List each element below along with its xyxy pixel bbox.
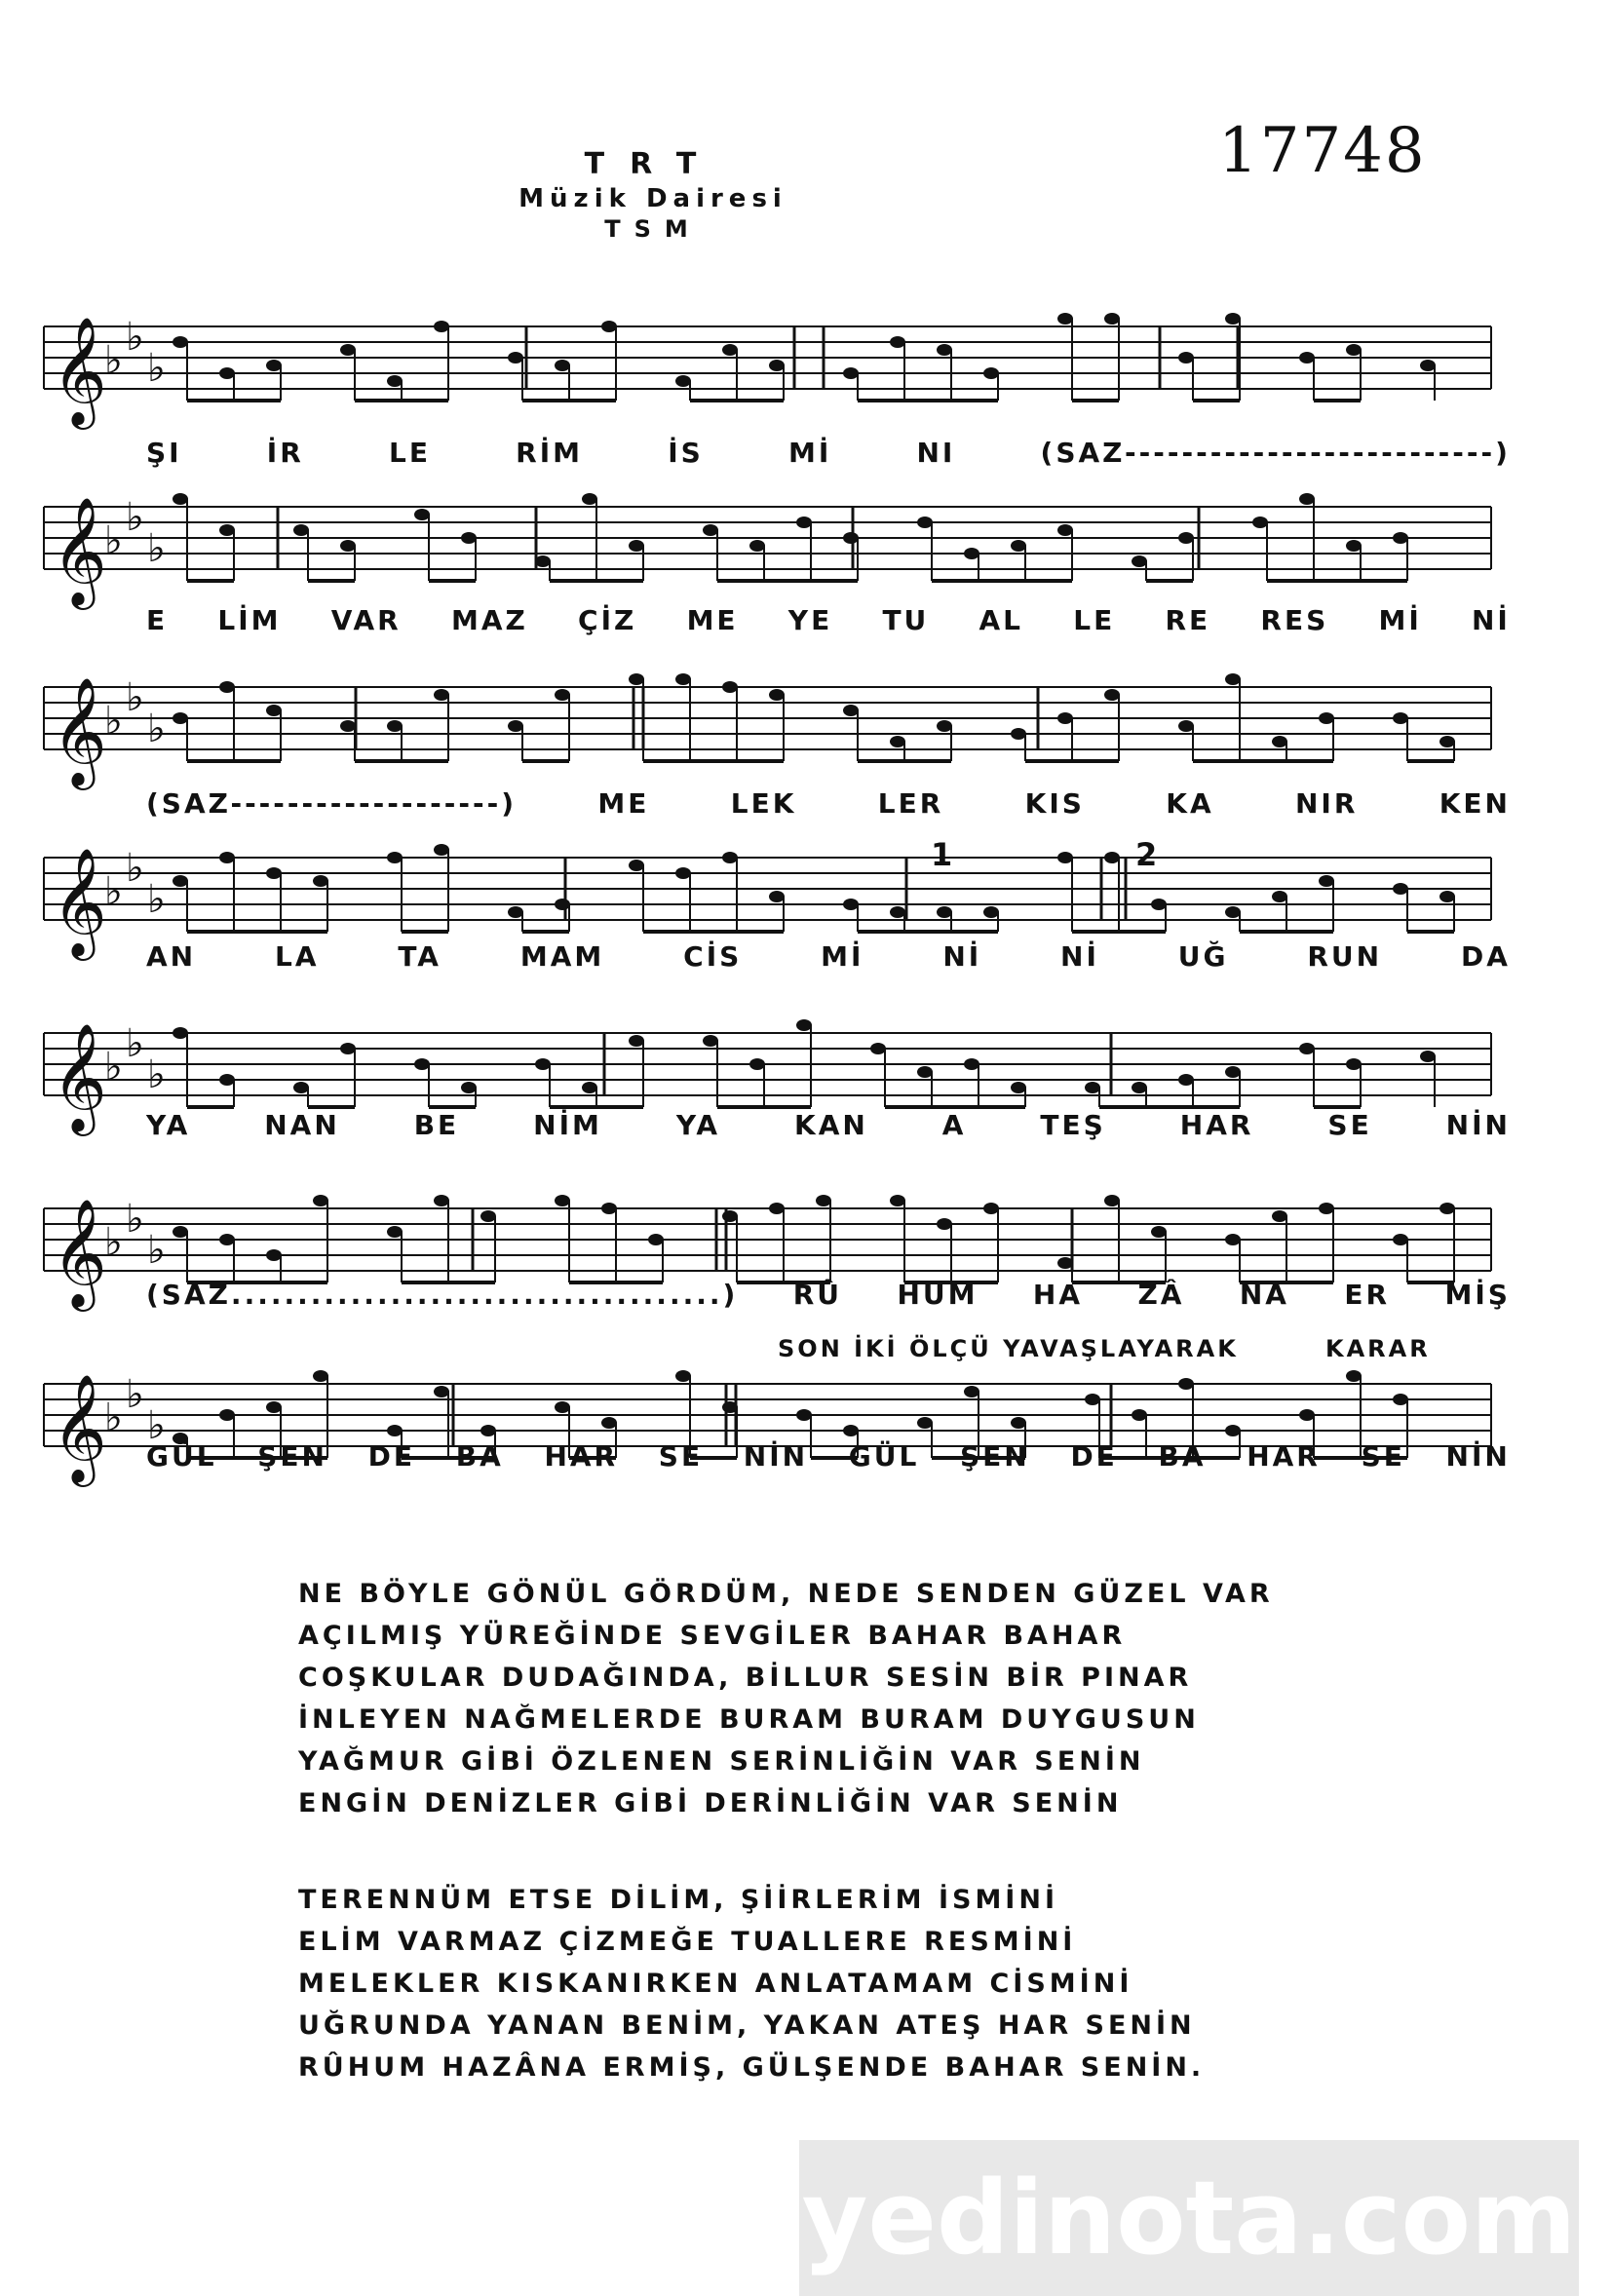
note-head — [890, 906, 905, 918]
note-head — [480, 1425, 496, 1436]
note-head — [1393, 1394, 1408, 1405]
note-head — [582, 493, 597, 505]
note-head — [722, 852, 738, 863]
lyric-syllable: ME — [686, 604, 739, 636]
note-head — [173, 1027, 188, 1039]
note-head — [266, 1401, 282, 1413]
note-head — [843, 1425, 859, 1436]
lyric-syllable: TU — [882, 604, 930, 636]
flat-icon: ♭ — [147, 1052, 166, 1097]
note-head — [722, 681, 738, 693]
note-head — [1104, 1195, 1120, 1206]
lyric-syllable: NİM — [533, 1109, 602, 1141]
lyric-syllable: NİN — [1445, 1440, 1511, 1473]
lyric-syllable: DA — [1460, 940, 1511, 973]
lyric-syllable: RES — [1260, 604, 1329, 636]
note-head — [555, 360, 570, 371]
tempo-direction: SON İKİ ÖLÇÜ YAVAŞLAYARAK — [778, 1335, 1239, 1362]
note-head — [937, 344, 952, 356]
lyric-syllable: AN — [146, 940, 197, 973]
note-head — [983, 1203, 999, 1214]
note-head — [964, 1386, 979, 1397]
flat-icon: ♭ — [147, 346, 166, 391]
note-head — [1299, 493, 1315, 505]
note-head — [722, 1401, 738, 1413]
note-head — [1420, 1051, 1436, 1062]
lyric-syllable: ŞI — [146, 437, 182, 469]
note-head — [1057, 852, 1073, 863]
lyric-syllable: A — [941, 1109, 967, 1141]
note-head — [769, 1203, 785, 1214]
lyrics-row — [146, 1440, 1511, 1473]
note-head — [1272, 736, 1287, 747]
flat-icon: ♭ — [104, 1045, 123, 1090]
lyric-syllable: NIR — [1294, 787, 1359, 820]
note-head — [1132, 1082, 1147, 1093]
header-line-2: Müzik Dairesi — [518, 183, 787, 213]
lyric-syllable: AL — [979, 604, 1024, 636]
lyric-syllable: Mİ — [788, 437, 832, 469]
verse-1 — [298, 1573, 1274, 1824]
note-head — [1393, 1234, 1408, 1245]
note-head — [1225, 673, 1241, 685]
note-head — [964, 1058, 979, 1070]
note-head — [434, 321, 449, 332]
header-line-1: TRT — [584, 147, 722, 181]
watermark: yedinota.com — [799, 2140, 1579, 2296]
lyric-syllable: İR — [266, 437, 304, 469]
note-head — [629, 540, 644, 552]
note-head — [219, 367, 235, 379]
note-head — [1225, 906, 1241, 918]
note-head — [1057, 712, 1073, 724]
note-head — [1057, 313, 1073, 325]
lyric-syllable: ÇİZ — [578, 604, 637, 636]
note-head — [937, 720, 952, 732]
flat-icon: ♭ — [147, 526, 166, 571]
lyrics-row — [146, 1109, 1511, 1141]
lyric-syllable: KEN — [1439, 787, 1511, 820]
note-head — [1439, 736, 1455, 747]
lyrics-row — [146, 1279, 1511, 1311]
verse-line: TERENNÜM ETSE DİLİM, ŞİİRLERİM İSMİNİ — [298, 1885, 1058, 1915]
lyric-syllable: LE — [388, 437, 431, 469]
verse-line: ENGİN DENİZLER GİBİ DERİNLİĞİN VAR SENİN — [298, 1788, 1123, 1818]
note-head — [1393, 883, 1408, 895]
lyric-syllable: Nİ — [1472, 604, 1511, 636]
verse-line: RÛHUM HAZÂNA ERMİŞ, GÜLŞENDE BAHAR SENİN. — [298, 2052, 1206, 2083]
note-head — [1225, 1234, 1241, 1245]
note-head — [219, 1074, 235, 1086]
note-head — [1225, 313, 1241, 325]
note-head — [313, 1195, 328, 1206]
note-head — [937, 1218, 952, 1230]
note-head — [340, 540, 356, 552]
lyric-syllable: YE — [787, 604, 833, 636]
note-head — [555, 689, 570, 701]
note-head — [173, 875, 188, 887]
note-head — [1439, 1203, 1455, 1214]
note-head — [703, 524, 718, 536]
note-head — [219, 681, 235, 693]
note-head — [983, 906, 999, 918]
note-head — [675, 375, 691, 387]
staff-system — [44, 507, 1491, 569]
lyric-syllable: RE — [1165, 604, 1211, 636]
lyric-syllable: LA — [274, 940, 320, 973]
flat-icon: ♭ — [147, 1403, 166, 1448]
lyric-syllable: ŞEN — [960, 1440, 1030, 1473]
note-head — [1104, 313, 1120, 325]
lyric-syllable: NİN — [1445, 1109, 1511, 1141]
lyric-syllable: LİM — [217, 604, 282, 636]
lyric-syllable: (SAZ.....................................) — [146, 1279, 739, 1311]
note-head — [843, 532, 859, 544]
note-head — [1132, 1409, 1147, 1421]
lyric-syllable: (SAZ--------------------------) — [1040, 437, 1511, 469]
ending-direction: KARAR — [1325, 1335, 1431, 1362]
note-head — [461, 1082, 477, 1093]
note-head — [1346, 1370, 1362, 1382]
lyric-syllable: Nİ — [1060, 940, 1099, 973]
lyric-syllable: MAZ — [450, 604, 528, 636]
note-head — [629, 1035, 644, 1047]
note-head — [387, 852, 403, 863]
note-head — [601, 1417, 617, 1429]
lyrics-row — [146, 604, 1511, 636]
note-head — [675, 867, 691, 879]
note-head — [555, 899, 570, 910]
verse-line: ELİM VARMAZ ÇİZMEĞE TUALLERE RESMİNİ — [298, 1927, 1077, 1957]
lyric-syllable: MAM — [519, 940, 605, 973]
note-head — [1011, 1417, 1026, 1429]
note-head — [508, 352, 523, 364]
lyric-syllable: HA — [1032, 1279, 1084, 1311]
flat-icon: ♭ — [126, 1197, 144, 1242]
lyric-syllable: YA — [146, 1109, 191, 1141]
note-head — [266, 1249, 282, 1261]
note-head — [749, 1058, 765, 1070]
note-head — [434, 844, 449, 856]
note-head — [387, 1425, 403, 1436]
staff-system — [44, 1033, 1491, 1095]
note-head — [1178, 1378, 1194, 1390]
note-head — [387, 375, 403, 387]
flat-icon: ♭ — [104, 869, 123, 914]
treble-clef-icon: 𝄞 — [52, 496, 107, 605]
note-head — [173, 493, 188, 505]
note-head — [1393, 712, 1408, 724]
treble-clef-icon: 𝄞 — [52, 1373, 107, 1482]
lyric-syllable: Mİ — [821, 940, 864, 973]
lyric-syllable: CİS — [683, 940, 743, 973]
note-head — [1104, 689, 1120, 701]
verse-line: YAĞMUR GİBİ ÖZLENEN SERİNLİĞİN VAR SENİN — [298, 1746, 1145, 1777]
note-head — [387, 720, 403, 732]
lyric-syllable: YA — [675, 1109, 721, 1141]
lyric-syllable: VAR — [330, 604, 402, 636]
note-head — [749, 540, 765, 552]
lyric-syllable: KIS — [1024, 787, 1085, 820]
lyric-syllable: SE — [658, 1440, 704, 1473]
note-head — [890, 736, 905, 747]
treble-clef-icon: 𝄞 — [52, 316, 107, 425]
verse-line: İNLEYEN NAĞMELERDE BURAM BURAM DUYGUSUN — [298, 1704, 1200, 1735]
lyric-syllable: RÛ — [792, 1279, 843, 1311]
note-head — [1319, 1203, 1334, 1214]
note-head — [917, 517, 933, 528]
note-head — [1346, 540, 1362, 552]
lyric-syllable: DE — [367, 1440, 416, 1473]
note-head — [1439, 891, 1455, 902]
note-head — [434, 1386, 449, 1397]
note-head — [414, 509, 430, 520]
note-head — [1178, 352, 1194, 364]
lyric-syllable: GÜL — [146, 1440, 217, 1473]
note-head — [1272, 1210, 1287, 1222]
flat-icon: ♭ — [147, 707, 166, 751]
note-head — [582, 1082, 597, 1093]
note-head — [1178, 720, 1194, 732]
note-head — [266, 705, 282, 716]
note-head — [703, 1035, 718, 1047]
note-head — [414, 1058, 430, 1070]
note-head — [535, 555, 551, 567]
note-head — [796, 517, 812, 528]
note-head — [769, 360, 785, 371]
flat-icon: ♭ — [126, 675, 144, 720]
lyric-syllable: MİŞ — [1444, 1279, 1511, 1311]
flat-icon: ♭ — [126, 846, 144, 891]
flat-icon: ♭ — [104, 338, 123, 383]
lyric-syllable: ME — [597, 787, 650, 820]
note-head — [1272, 891, 1287, 902]
note-head — [173, 1226, 188, 1238]
note-head — [769, 891, 785, 902]
lyric-syllable: SE — [1361, 1440, 1405, 1473]
treble-clef-icon: 𝄞 — [52, 847, 107, 956]
treble-clef-icon: 𝄞 — [52, 1022, 107, 1131]
lyric-syllable: SE — [1327, 1109, 1372, 1141]
treble-clef-icon: 𝄞 — [52, 676, 107, 785]
note-head — [601, 321, 617, 332]
lyric-syllable: İS — [668, 437, 704, 469]
lyric-syllable: GÜL — [848, 1440, 920, 1473]
note-head — [1178, 1074, 1194, 1086]
flat-icon: ♭ — [126, 495, 144, 540]
flat-icon: ♭ — [104, 518, 123, 563]
note-head — [769, 689, 785, 701]
note-head — [1085, 1082, 1100, 1093]
verse-line: AÇILMIŞ YÜREĞİNDE SEVGİLER BAHAR BAHAR — [298, 1621, 1127, 1651]
note-head — [1299, 352, 1315, 364]
note-head — [1011, 1082, 1026, 1093]
flat-icon: ♭ — [126, 1372, 144, 1417]
note-head — [1252, 517, 1268, 528]
lyrics-row — [146, 787, 1511, 820]
note-head — [629, 860, 644, 871]
note-head — [340, 1043, 356, 1054]
flat-icon: ♭ — [126, 315, 144, 360]
flat-icon: ♭ — [126, 1021, 144, 1066]
lyric-syllable: BA — [455, 1440, 504, 1473]
note-head — [1346, 344, 1362, 356]
note-head — [1151, 899, 1167, 910]
lyric-syllable: LE — [1073, 604, 1116, 636]
note-head — [1299, 1043, 1315, 1054]
note-head — [1057, 1257, 1073, 1269]
volta-ending-label: 1 — [931, 836, 956, 873]
note-head — [1104, 852, 1120, 863]
lyric-syllable: HUM — [897, 1279, 979, 1311]
note-head — [1346, 1058, 1362, 1070]
flat-icon: ♭ — [104, 1220, 123, 1265]
note-head — [1178, 532, 1194, 544]
lyric-syllable: DE — [1070, 1440, 1118, 1473]
note-head — [461, 532, 477, 544]
note-head — [1299, 1409, 1315, 1421]
lyric-syllable: NİN — [743, 1440, 809, 1473]
note-head — [313, 1370, 328, 1382]
note-head — [843, 705, 859, 716]
lyric-syllable: NAN — [264, 1109, 340, 1141]
note-head — [796, 1409, 812, 1421]
note-head — [648, 1234, 664, 1245]
note-head — [629, 673, 644, 685]
lyric-syllable: ŞEN — [257, 1440, 327, 1473]
lyrics-row — [146, 940, 1511, 973]
lyrics-row — [146, 437, 1511, 469]
note-head — [1085, 1394, 1100, 1405]
note-head — [1393, 532, 1408, 544]
lyric-syllable: (SAZ-------------------) — [146, 787, 518, 820]
note-head — [675, 673, 691, 685]
note-head — [843, 367, 859, 379]
flat-icon: ♭ — [104, 1396, 123, 1440]
note-head — [890, 1195, 905, 1206]
document-number: 17748 — [1218, 115, 1427, 187]
staff-system — [44, 858, 1491, 920]
note-head — [266, 867, 282, 879]
header-line-3: TSM — [604, 215, 702, 243]
treble-clef-icon: 𝄞 — [52, 1198, 107, 1307]
note-head — [964, 548, 979, 559]
note-head — [434, 689, 449, 701]
note-head — [1011, 728, 1026, 740]
lyric-syllable: HAR — [1179, 1109, 1254, 1141]
flat-icon: ♭ — [104, 699, 123, 744]
lyric-syllable: BA — [1158, 1440, 1207, 1473]
note-head — [983, 367, 999, 379]
note-head — [937, 906, 952, 918]
note-head — [601, 1203, 617, 1214]
lyric-syllable: ZÂ — [1137, 1279, 1185, 1311]
lyric-syllable: UĞ — [1177, 940, 1229, 973]
flat-icon: ♭ — [147, 1228, 166, 1273]
note-head — [434, 1195, 449, 1206]
note-head — [313, 875, 328, 887]
lyric-syllable: TA — [398, 940, 441, 973]
note-head — [870, 1043, 886, 1054]
staff-system — [44, 1384, 1491, 1446]
lyric-syllable: LEK — [730, 787, 797, 820]
note-head — [340, 720, 356, 732]
verse-line: UĞRUNDA YANAN BENİM, YAKAN ATEŞ HAR SENİN — [298, 2010, 1196, 2041]
note-head — [555, 1401, 570, 1413]
note-head — [219, 1409, 235, 1421]
lyric-syllable: ER — [1344, 1279, 1391, 1311]
verse-line: MELEKLER KISKANIRKEN ANLATAMAM CİSMİNİ — [298, 1969, 1133, 1999]
lyric-syllable: KAN — [794, 1109, 868, 1141]
note-head — [1057, 524, 1073, 536]
lyric-syllable: RİM — [516, 437, 583, 469]
note-head — [722, 344, 738, 356]
note-head — [480, 1210, 496, 1222]
note-head — [266, 360, 282, 371]
note-head — [1132, 555, 1147, 567]
note-head — [1420, 360, 1436, 371]
lyric-syllable: HAR — [1247, 1440, 1321, 1473]
note-head — [917, 1066, 933, 1078]
note-head — [843, 899, 859, 910]
verse-2 — [298, 1879, 1205, 2088]
staff-system — [44, 326, 1491, 389]
note-head — [722, 1210, 738, 1222]
note-head — [917, 1417, 933, 1429]
note-head — [675, 1370, 691, 1382]
note-head — [219, 1234, 235, 1245]
note-head — [1151, 1226, 1167, 1238]
note-head — [173, 712, 188, 724]
lyric-syllable: E — [146, 604, 169, 636]
note-head — [796, 1019, 812, 1031]
lyric-syllable: HAR — [544, 1440, 619, 1473]
lyric-syllable: RUN — [1307, 940, 1383, 973]
note-head — [219, 524, 235, 536]
lyric-syllable: LER — [877, 787, 944, 820]
lyric-syllable: TEŞ — [1040, 1109, 1106, 1141]
note-head — [1319, 875, 1334, 887]
note-head — [535, 1058, 551, 1070]
note-head — [219, 852, 235, 863]
note-head — [293, 524, 309, 536]
note-head — [387, 1226, 403, 1238]
lyric-syllable: BE — [413, 1109, 460, 1141]
lyric-syllable: NA — [1239, 1279, 1289, 1311]
note-head — [1225, 1425, 1241, 1436]
note-head — [555, 1195, 570, 1206]
note-head — [1225, 1066, 1241, 1078]
volta-ending-label: 2 — [1135, 836, 1161, 873]
lyric-syllable: Mİ — [1378, 604, 1422, 636]
lyric-syllable: KA — [1166, 787, 1214, 820]
verse-line: COŞKULAR DUDAĞINDA, BİLLUR SESİN BİR PINAR — [298, 1663, 1193, 1693]
note-head — [1319, 712, 1334, 724]
note-head — [293, 1082, 309, 1093]
note-head — [508, 906, 523, 918]
lyric-syllable: Nİ — [942, 940, 982, 973]
note-head — [508, 720, 523, 732]
lyric-syllable: NI — [916, 437, 956, 469]
verse-line: NE BÖYLE GÖNÜL GÖRDÜM, NEDE SENDEN GÜZEL VAR — [298, 1579, 1274, 1609]
note-head — [1011, 540, 1026, 552]
flat-icon: ♭ — [147, 877, 166, 922]
note-head — [890, 336, 905, 348]
note-head — [340, 344, 356, 356]
note-head — [816, 1195, 831, 1206]
note-head — [173, 336, 188, 348]
